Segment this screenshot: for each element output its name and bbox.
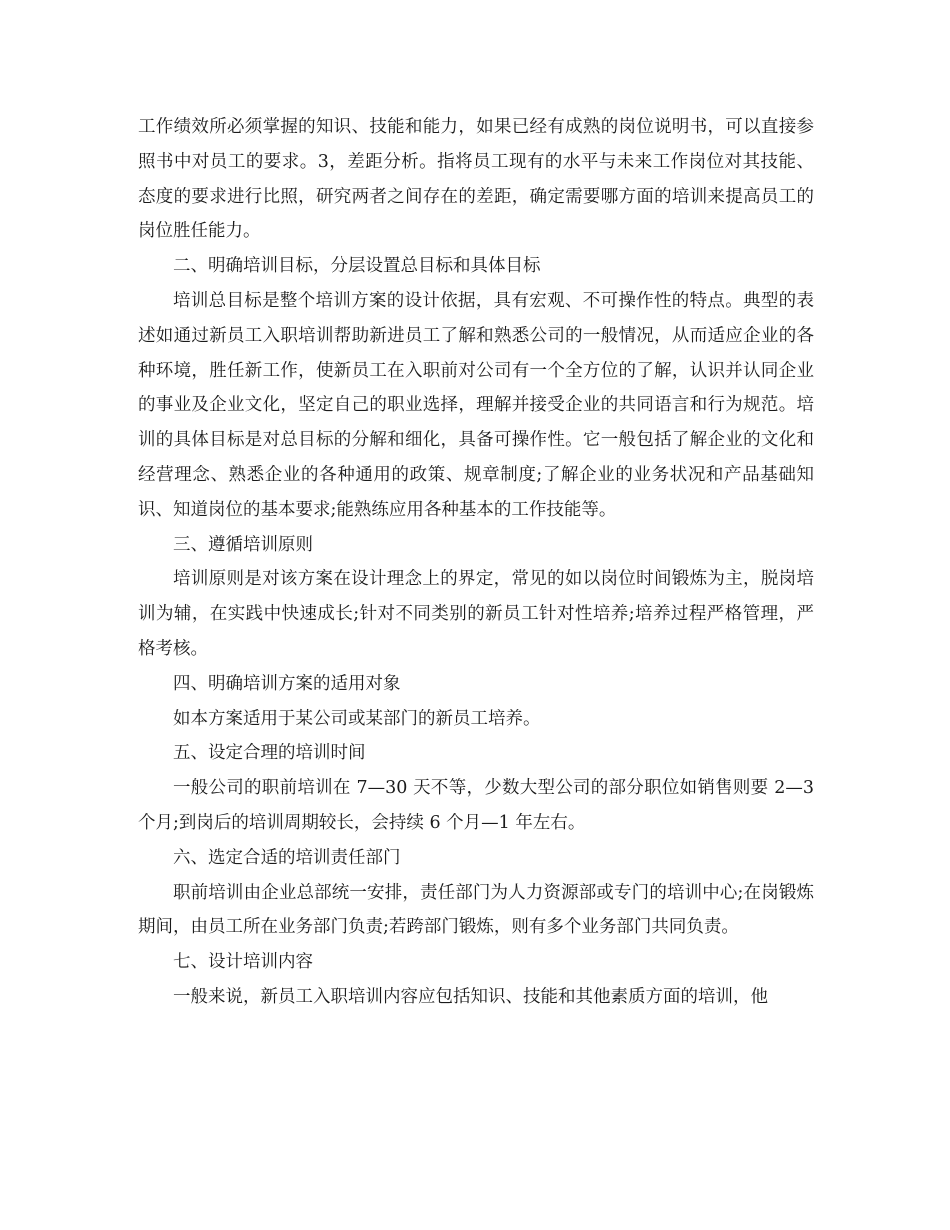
- paragraph-gap-analysis: 工作绩效所必须掌握的知识、技能和能力，如果已经有成熟的岗位说明书，可以直接参照书中对员工的要求。3，差距分析。指将员工现有的水平与未来工作岗位对其技能、态度的要求进行比照，研究两者之间存在的差距，确定需要哪方面的培训来提高员工的岗位胜任能力。: [138, 117, 814, 242]
- heading-training-goals: 二、明确培训目标，分层设置总目标和具体目标: [173, 256, 541, 277]
- paragraph-training-goals: 培训总目标是整个培训方案的设计依据，具有宏观、不可操作性的特点。典型的表述如通过新员工入职培训帮助新进员工了解和熟悉公司的一般情况，从而适应企业的各种环境，胜任新工作，使新员工在入职前对公司有一个全方位的了解，认识并认同企业的事业及企业文化，坚定自己的职业选择，理解并接受企业的共同语言和行为规范。培训的具体目标是对总目标的分解和细化，具备可操作性。它一般包括了解企业的文化和经营理念、熟悉企业的各种通用的政策、规章制度;了解企业的业务状况和产品基础知识、知道岗位的基本要求;能熟练应用各种基本的工作技能等。: [138, 290, 814, 520]
- document-body: [138, 110, 814, 1015]
- paragraph-training-time: 一般公司的职前培训在 7—30 天不等，少数大型公司的部分职位如销售则要 2—3 个月;到岗后的培训周期较长，会持续 6 个月—1 年左右。: [138, 778, 814, 833]
- paragraph-responsible-department: 职前培训由企业总部统一安排，责任部门为人力资源部或专门的培训中心;在岗锻炼期间，由员工所在业务部门负责;若跨部门锻炼，则有多个业务部门共同负责。: [138, 882, 814, 938]
- heading-training-content: 七、设计培训内容: [173, 952, 313, 973]
- heading-training-time: 五、设定合理的培训时间: [173, 743, 366, 764]
- heading-responsible-department: 六、选定合适的培训责任部门: [173, 847, 401, 868]
- heading-target-audience: 四、明确培训方案的适用对象: [173, 673, 401, 694]
- heading-training-principles: 三、遵循培训原则: [173, 534, 313, 555]
- paragraph-training-content: 一般来说，新员工入职培训内容应包括知识、技能和其他素质方面的培训，他: [173, 986, 768, 1007]
- paragraph-training-principles: 培训原则是对该方案在设计理念上的界定，常见的如以岗位时间锻炼为主，脱岗培训为辅，在实践中快速成长;针对不同类别的新员工针对性培养;培养过程严格管理，严格考核。: [138, 569, 814, 659]
- paragraph-target-audience: 如本方案适用于某公司或某部门的新员工培养。: [173, 708, 541, 729]
